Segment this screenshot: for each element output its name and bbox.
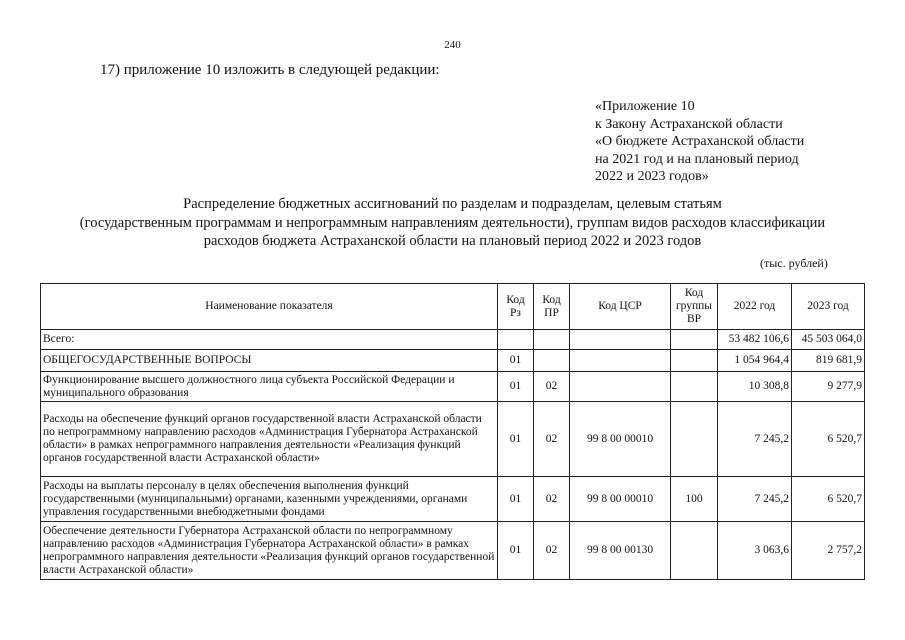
- amendment-intro: 17) приложение 10 изложить в следующей редакции:: [100, 62, 440, 78]
- cell-vr: [671, 330, 718, 350]
- cell-vr: [671, 522, 718, 580]
- appendix-line: на 2021 год и на плановый период: [595, 151, 799, 167]
- title-line: (государственным программам и непрограммным направлениям деятельности), группам видов расходов классификации: [79, 214, 826, 231]
- cell-pr: 02: [534, 372, 570, 402]
- cell-rz: 01: [498, 350, 534, 372]
- cell-2022: 53 482 106,6: [718, 330, 792, 350]
- cell-csr: [570, 372, 671, 402]
- cell-2022: 10 308,8: [718, 372, 792, 402]
- cell-vr: 100: [671, 477, 718, 522]
- header-2023: 2023 год: [792, 284, 865, 330]
- cell-name: ОБЩЕГОСУДАРСТВЕННЫЕ ВОПРОСЫ: [41, 350, 498, 372]
- header-rz: Код Рз: [498, 284, 534, 330]
- cell-name: Функционирование высшего должностного лица субъекта Российской Федерации и муниципального образования: [41, 372, 498, 402]
- cell-2022: 1 054 964,4: [718, 350, 792, 372]
- appendix-line: «Приложение 10: [595, 99, 695, 114]
- budget-table: [40, 283, 865, 580]
- header-pr: Код ПР: [534, 284, 570, 330]
- unit-label: (тыс. рублей): [760, 256, 828, 270]
- cell-csr: [570, 350, 671, 372]
- cell-pr: 02: [534, 477, 570, 522]
- table-row: [41, 522, 865, 580]
- cell-rz: 01: [498, 372, 534, 402]
- page-number: 240: [444, 39, 461, 51]
- cell-name: Всего:: [41, 330, 498, 350]
- table-header-row: [41, 284, 865, 330]
- cell-pr: [534, 350, 570, 372]
- title-line: Распределение бюджетных ассигнований по разделам и подразделам, целевым статьям: [183, 196, 722, 212]
- table-row: [41, 330, 865, 350]
- table-row: [41, 372, 865, 402]
- appendix-line: к Закону Астраханской области: [595, 116, 783, 132]
- cell-pr: [534, 330, 570, 350]
- cell-rz: 01: [498, 477, 534, 522]
- cell-csr: [570, 330, 671, 350]
- cell-2023: 45 503 064,0: [792, 330, 865, 350]
- cell-2022: 7 245,2: [718, 402, 792, 477]
- cell-vr: [671, 402, 718, 477]
- cell-pr: 02: [534, 522, 570, 580]
- header-name: Наименование показателя: [41, 284, 498, 330]
- cell-2023: 9 277,9: [792, 372, 865, 402]
- cell-vr: [671, 350, 718, 372]
- cell-pr: 02: [534, 402, 570, 477]
- cell-rz: 01: [498, 522, 534, 580]
- cell-2023: 2 757,2: [792, 522, 865, 580]
- header-2022: 2022 год: [718, 284, 792, 330]
- appendix-line: «О бюджете Астраханской области: [595, 134, 805, 149]
- cell-2022: 7 245,2: [718, 477, 792, 522]
- table-row: [41, 350, 865, 372]
- table-row: [41, 402, 865, 477]
- cell-csr: 99 8 00 00130: [570, 522, 671, 580]
- cell-vr: [671, 372, 718, 402]
- cell-2023: 819 681,9: [792, 350, 865, 372]
- title-line: расходов бюджета Астраханской области на плановый период 2022 и 2023 годов: [203, 233, 702, 249]
- appendix-line: 2022 и 2023 годов»: [595, 169, 709, 184]
- appendix-reference: [595, 98, 804, 186]
- document-title: [20, 195, 885, 251]
- cell-2023: 6 520,7: [792, 402, 865, 477]
- header-vr: Код группы ВР: [671, 284, 718, 330]
- cell-2023: 6 520,7: [792, 477, 865, 522]
- cell-2022: 3 063,6: [718, 522, 792, 580]
- cell-name: Расходы на обеспечение функций органов государственной власти Астраханской области по непрограммному направлению расходов «Администрация Губернатора Астраханской области» в рамках непрограммного направления деятельности «Реализация функций органов государственной власти Астраханской области»: [41, 402, 498, 477]
- cell-rz: [498, 330, 534, 350]
- cell-rz: 01: [498, 402, 534, 477]
- cell-csr: 99 8 00 00010: [570, 477, 671, 522]
- header-csr: Код ЦСР: [570, 284, 671, 330]
- table-row: [41, 477, 865, 522]
- cell-csr: 99 8 00 00010: [570, 402, 671, 477]
- cell-name: Обеспечение деятельности Губернатора Астраханской области по непрограммному направлению расходов «Администрация Губернатора Астраханской области» в рамках непрограммного направления деятельности «Реализация функций органов государственной власти Астраханской области»: [41, 522, 498, 580]
- cell-name: Расходы на выплаты персоналу в целях обеспечения выполнения функций государственными (муниципальными) органами, казенными учреждениями, органами управления государственными внебюджетными фондами: [41, 477, 498, 522]
